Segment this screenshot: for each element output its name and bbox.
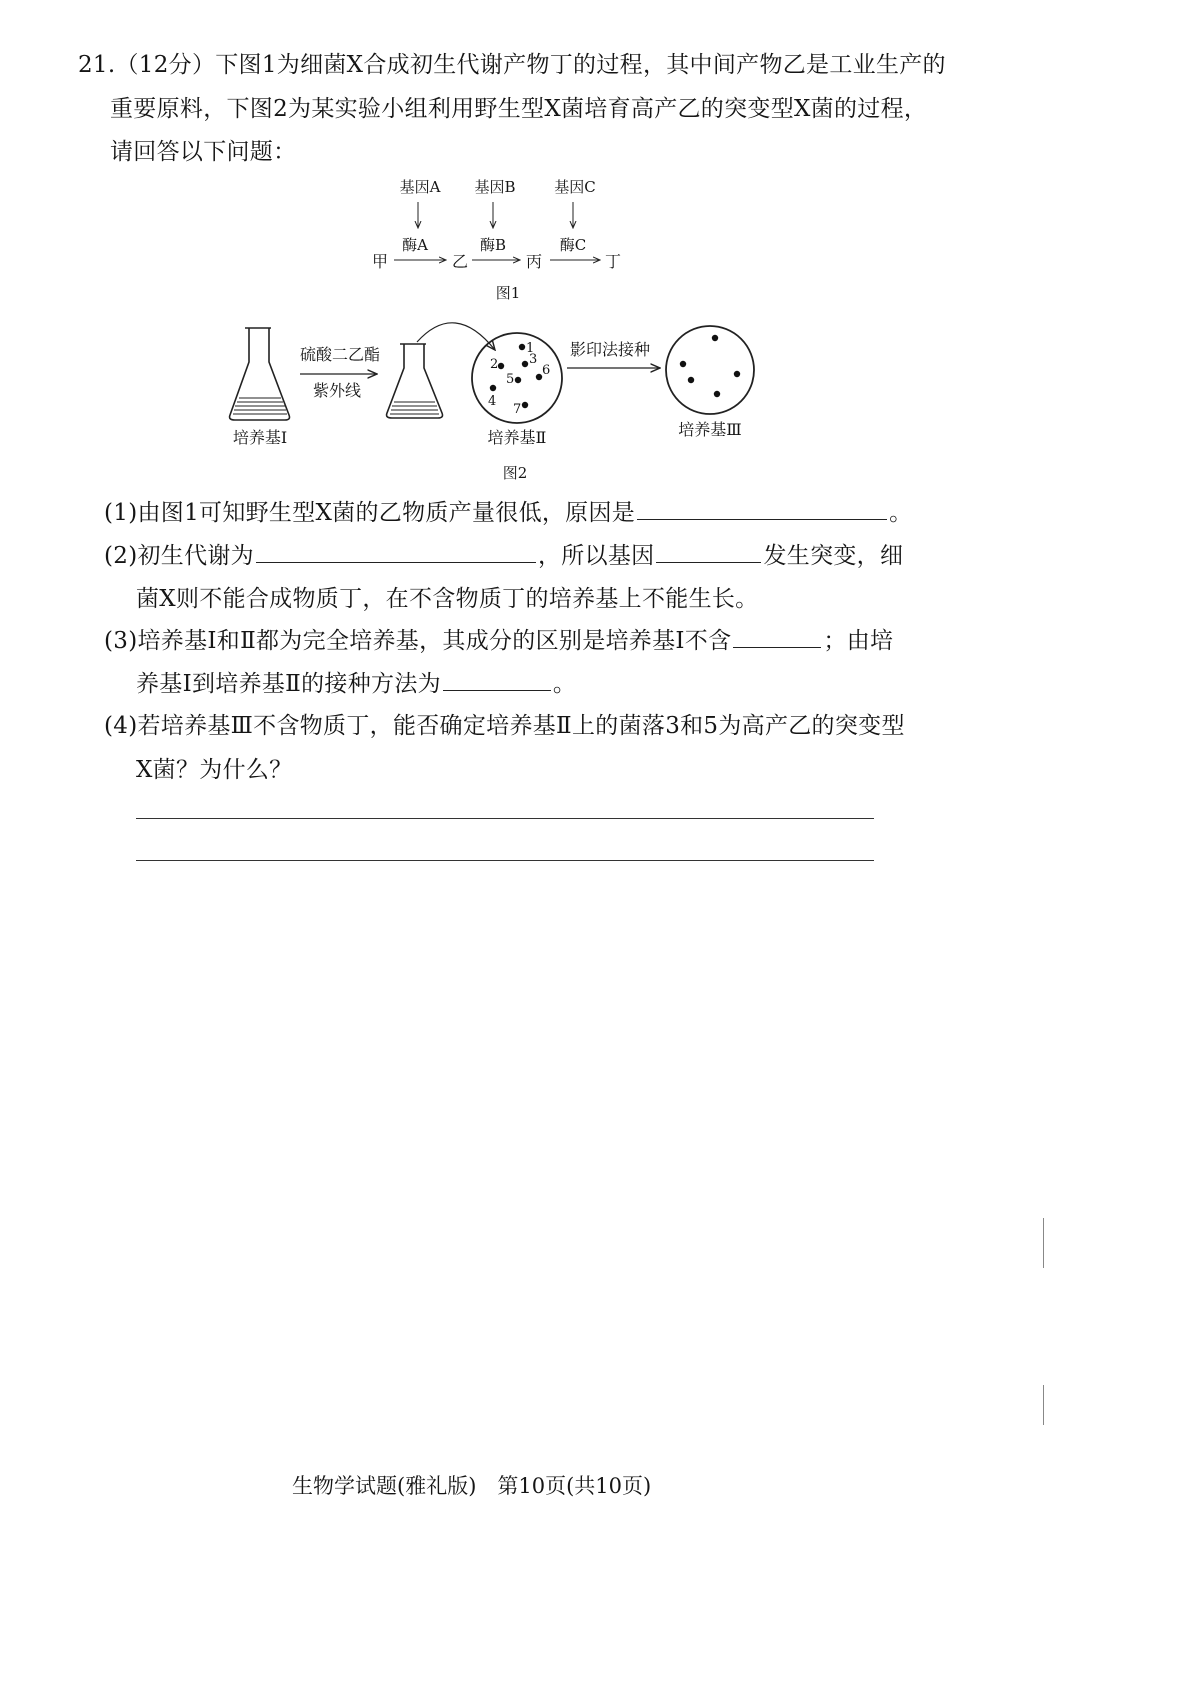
scan-edge-mark: [1043, 1218, 1044, 1268]
colony-label-1: 1: [526, 341, 535, 356]
colony-label-7: 7: [513, 402, 522, 417]
question-stem-line1: 21.（12分）下图1为细菌X合成初生代谢产物丁的过程，其中间产物乙是工业生产的: [78, 52, 946, 78]
substance-yi: 乙: [452, 252, 469, 271]
colony-label-2: 2: [490, 357, 499, 372]
answer-blank-1[interactable]: [637, 497, 887, 520]
answer-blank-2b[interactable]: [656, 540, 761, 563]
subquestion-3-part-b: ；由培: [823, 628, 894, 654]
colony-label-4: 4: [488, 394, 497, 409]
subquestion-3-part-a: (3)培养基Ⅰ和Ⅱ都为完全培养基，其成分的区别是培养基Ⅰ不含: [104, 628, 732, 654]
subquestion-2-part-c: 发生突变，细: [763, 543, 904, 569]
subquestion-1: [104, 497, 912, 528]
enzyme-a-label: 酶A: [402, 236, 428, 254]
enzyme-b-label: 酶B: [479, 236, 507, 254]
answer-blank-3a[interactable]: [733, 625, 821, 648]
subquestion-2-part-b: ，所以基因: [537, 543, 655, 569]
substance-jia: 甲: [372, 252, 389, 271]
medium-1-label: 培养基Ⅰ: [232, 428, 288, 447]
subquestion-2-part-a: (2)初生代谢为: [104, 543, 254, 569]
subquestion-3-line1: [104, 625, 893, 656]
flask-treated: [387, 344, 443, 418]
gene-b-label: 基因B: [474, 178, 516, 196]
subquestion-3-end: 。: [552, 671, 577, 697]
colony-label-5: 5: [506, 372, 515, 387]
answer-line-4a[interactable]: [136, 818, 874, 819]
figure-2-mutation-diagram: [225, 320, 845, 495]
petri-dish-3: [666, 326, 754, 414]
substance-bing: 丙: [526, 252, 543, 271]
replica-plating-label: 影印法接种: [569, 340, 651, 359]
subquestion-2-line1: [104, 540, 903, 571]
subquestion-3-part-c: 养基Ⅰ到培养基Ⅱ的接种方法为: [136, 671, 441, 697]
gene-c-label: 基因C: [554, 178, 596, 196]
question-stem-line2: 重要原料，下图2为某实验小组利用野生型X菌培育高产乙的突变型X菌的过程，: [110, 96, 928, 122]
subquestion-4-line2: X菌？为什么？: [136, 757, 293, 783]
enzyme-c-label: 酶C: [559, 236, 587, 254]
flask-medium-1: [230, 328, 290, 420]
answer-blank-2a[interactable]: [256, 540, 536, 563]
colonies-dish-3: [680, 335, 740, 397]
colony-label-3: 3: [529, 352, 538, 367]
answer-line-4b[interactable]: [136, 860, 874, 861]
gene-a-label: 基因A: [399, 178, 441, 196]
subquestion-4-line1: (4)若培养基Ⅲ不含物质丁，能否确定培养基Ⅱ上的菌落3和5为高产乙的突变型: [104, 713, 905, 739]
figure-2-caption: 图2: [502, 464, 528, 482]
scan-edge-mark: [1043, 1385, 1044, 1425]
figure-1-caption: 图1: [495, 284, 521, 302]
subquestion-3-line2: [136, 668, 576, 699]
answer-blank-3b[interactable]: [443, 668, 551, 691]
treatment-1-label: 硫酸二乙酯: [299, 345, 381, 364]
medium-2-label: 培养基Ⅱ: [487, 428, 547, 447]
subquestion-1-text: (1)由图1可知野生型X菌的乙物质产量很低，原因是: [104, 500, 636, 526]
inoculation-curve-arrow: [417, 323, 495, 350]
subquestion-1-end: 。: [889, 500, 913, 526]
figure-1-pathway-diagram: [360, 170, 660, 305]
subquestion-2-line2: 菌X则不能合成物质丁，在不含物质丁的培养基上不能生长。: [136, 586, 759, 612]
treatment-2-label: 紫外线: [312, 381, 362, 400]
colony-label-6: 6: [542, 363, 551, 378]
question-stem-line3: 请回答以下问题：: [110, 139, 297, 165]
page-footer: 生物学试题(雅礼版) 第10页(共10页): [292, 1474, 652, 1498]
medium-3-label: 培养基Ⅲ: [678, 420, 742, 439]
substance-ding: 丁: [605, 252, 622, 271]
